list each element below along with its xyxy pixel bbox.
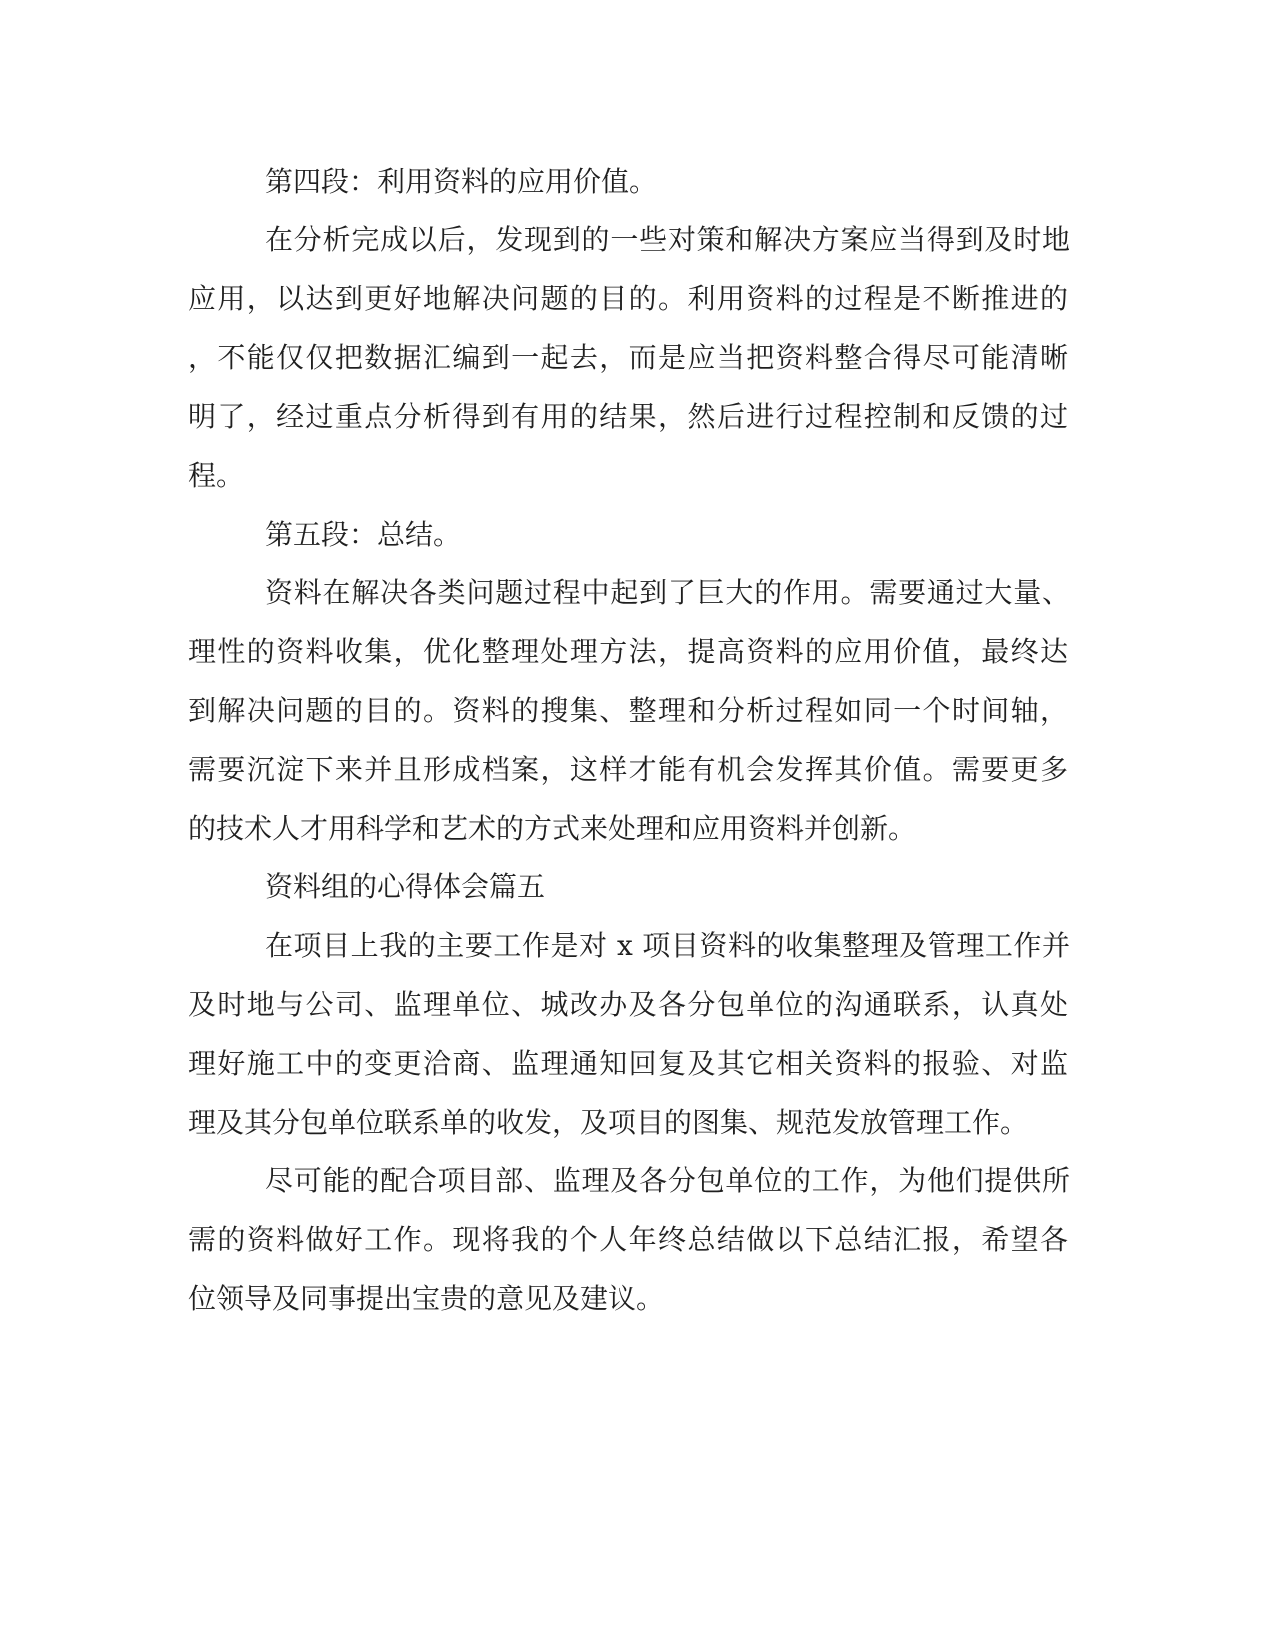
article-title: 资料组的心得体会篇五	[265, 870, 546, 903]
paragraph-line: 理性的资料收集，优化整理处理方法，提高资料的应用价值，最终达	[188, 635, 1068, 668]
paragraph-line: ，不能仅仅把数据汇编到一起去，而是应当把资料整合得尽可能清晰	[188, 341, 1068, 374]
section-heading-5: 第五段：总结。	[265, 518, 462, 551]
paragraph-line: 资料在解决各类问题过程中起到了巨大的作用。需要通过大量、	[265, 576, 1070, 609]
paragraph-line: 到解决问题的目的。资料的搜集、整理和分析过程如同一个时间轴，	[188, 694, 1068, 727]
paragraph-line: 应用，以达到更好地解决问题的目的。利用资料的过程是不断推进的	[188, 282, 1068, 315]
paragraph-line: 明了，经过重点分析得到有用的结果，然后进行过程控制和反馈的过	[188, 400, 1068, 433]
section-heading-4: 第四段：利用资料的应用价值。	[265, 165, 658, 198]
paragraph-line: 尽可能的配合项目部、监理及各分包单位的工作，为他们提供所	[265, 1164, 1070, 1197]
paragraph-line: 程。	[188, 459, 245, 492]
paragraph-line: 需要沉淀下来并且形成档案，这样才能有机会发挥其价值。需要更多	[188, 753, 1068, 786]
paragraph-line: 理好施工中的变更洽商、监理通知回复及其它相关资料的报验、对监	[188, 1047, 1068, 1080]
paragraph-line: 在项目上我的主要工作是对 x 项目资料的收集整理及管理工作并	[265, 929, 1070, 962]
paragraph-line: 在分析完成以后，发现到的一些对策和解决方案应当得到及时地	[265, 223, 1070, 256]
paragraph-line: 的技术人才用科学和艺术的方式来处理和应用资料并创新。	[188, 812, 917, 845]
paragraph-line: 及时地与公司、监理单位、城改办及各分包单位的沟通联系，认真处	[188, 988, 1068, 1021]
paragraph-line: 理及其分包单位联系单的收发，及项目的图集、规范发放管理工作。	[188, 1106, 1029, 1139]
paragraph-line: 位领导及同事提出宝贵的意见及建议。	[188, 1282, 665, 1315]
paragraph-line: 需的资料做好工作。现将我的个人年终总结做以下总结汇报，希望各	[188, 1223, 1068, 1256]
